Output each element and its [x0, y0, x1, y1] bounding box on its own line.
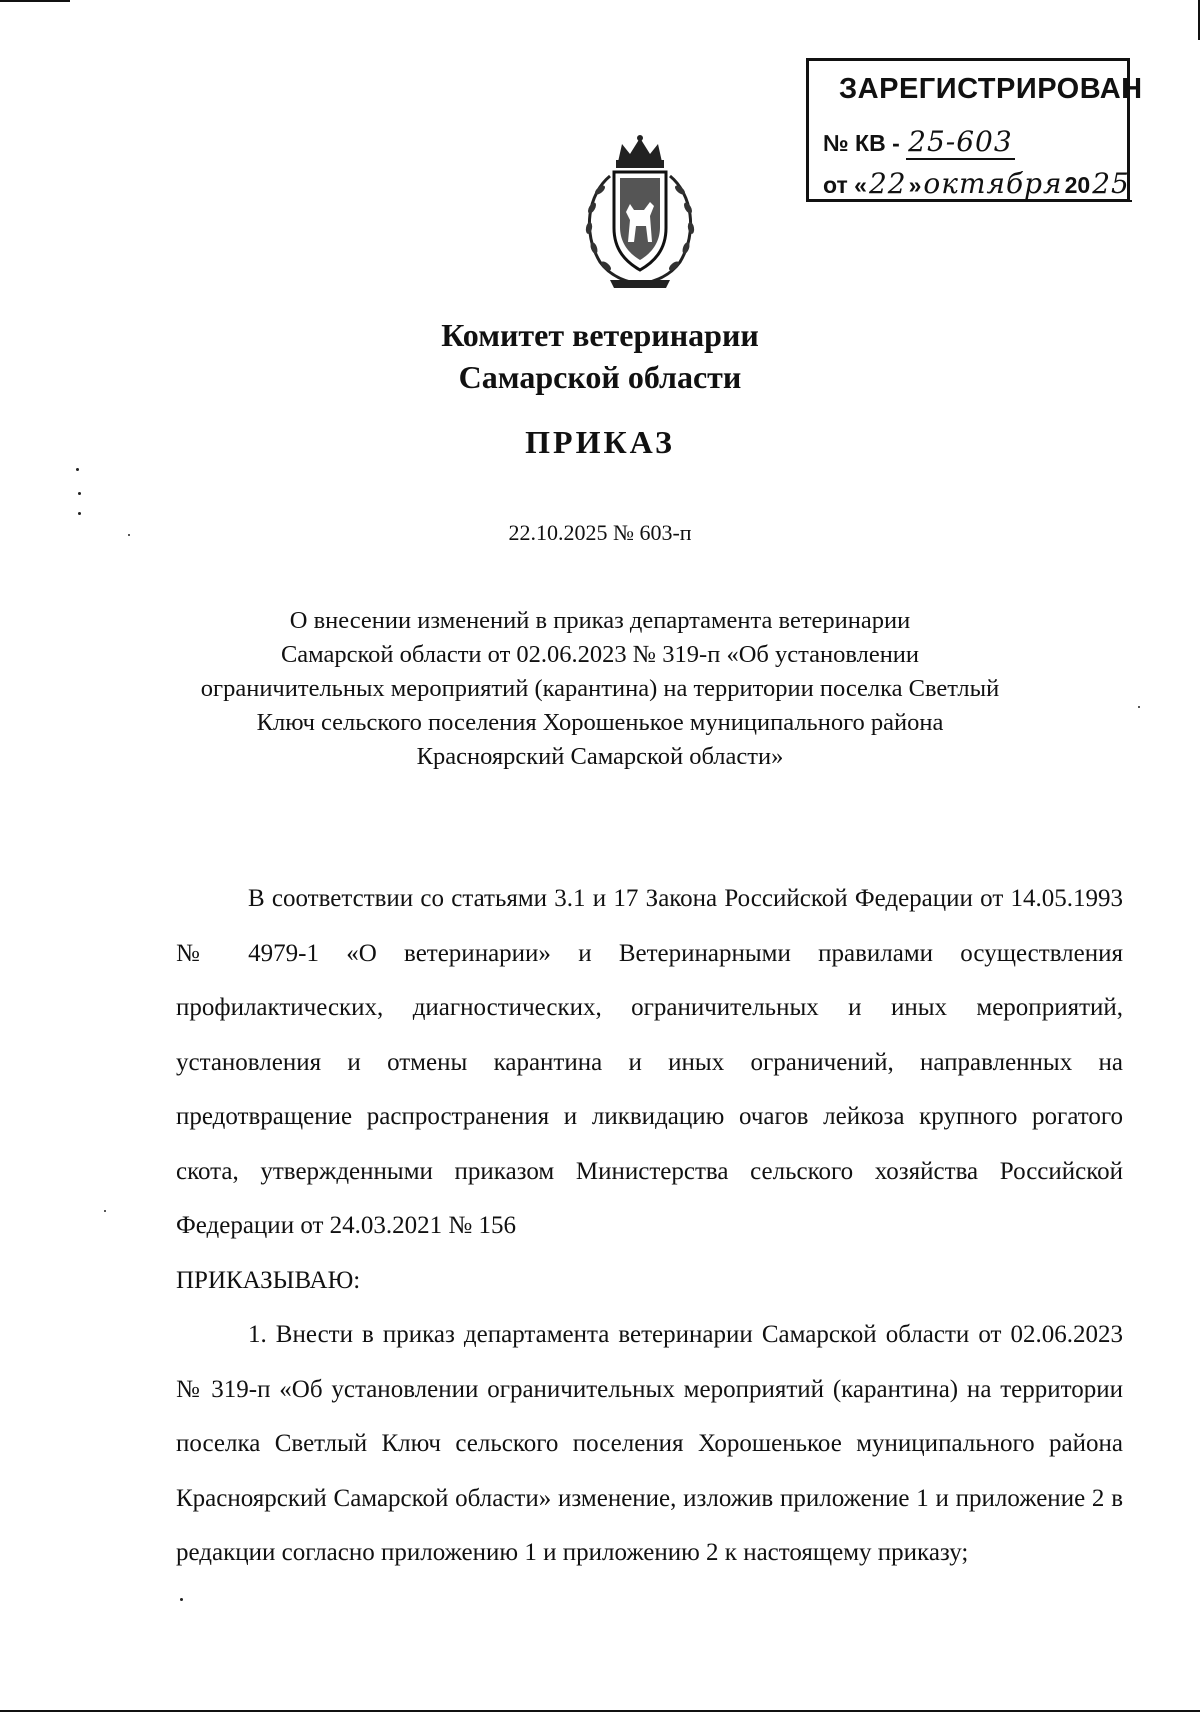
stamp-title: ЗАРЕГИСТРИРОВАН	[839, 73, 1143, 105]
coat-of-arms-icon	[570, 132, 710, 292]
stamp-quote-close: »	[908, 172, 922, 198]
subject-line4: Ключ сельского поселения Хорошенькое муниципального района	[256, 709, 944, 736]
stamp-date-line	[823, 167, 1132, 200]
scan-edge-bottom	[0, 1710, 1200, 1712]
organization-name-line1: Комитет ветеринарии	[441, 317, 759, 353]
preamble-paragraph: В соответствии со статьями 3.1 и 17 Закона Российской Федерации от 14.05.1993 № 4979-1 «О ветеринарии» и Ветеринарными правилами осуществления профилактических, диагностических, ограничительных и иных мероприятий, установления и отмены карантина и иных ограничений, направленных на предотвращение распространения и ликвидацию очагов лейкоза крупного рогатого скота, утвержденными приказом Министерства сельского хозяйства Российской Федерации от 24.03.2021 № 156	[176, 885, 1123, 1239]
stamp-number-line	[823, 125, 1015, 158]
document-body	[176, 872, 1123, 1581]
subject-line5: Красноярский Самарской области»	[416, 743, 784, 770]
order-word: ПРИКАЗЫВАЮ:	[176, 1266, 361, 1294]
stamp-year-prefix: 20	[1064, 172, 1091, 198]
stamp-day-handwritten: 22	[868, 167, 907, 200]
subject-line1: О внесении изменений в приказ департамента ветеринарии	[289, 607, 911, 634]
stamp-number-prefix: № КВ -	[823, 130, 900, 156]
organization-name-line2: Самарской области	[458, 359, 742, 395]
scan-speck	[76, 468, 79, 471]
stamp-month-handwritten: октября	[923, 167, 1063, 200]
document-date-number: 22.10.2025 № 603-п	[508, 520, 692, 545]
subject-line3: ограничительных мероприятий (карантина) на территории поселка Светлый	[200, 675, 1000, 702]
stamp-number-handwritten: 25-603	[908, 125, 1013, 158]
scan-speck	[180, 1598, 183, 1601]
document-subject	[0, 604, 1200, 774]
organization-name	[0, 314, 1200, 398]
scan-speck	[78, 492, 81, 495]
scan-edge-top	[0, 0, 70, 2]
order-item-1: 1. Внести в приказ департамента ветеринарии Самарской области от 02.06.2023 № 319-п «Об установлении ограничительных мероприятий (карантина) на территории поселка Светлый Ключ сельского поселения Хорошенькое муниципального района Красноярский Самарской области» изменение, изложив приложение 1 и приложение 2 в редакции согласно приложению 1 и приложению 2 к настоящему приказу;	[176, 1321, 1123, 1566]
subject-line2: Самарской области от 02.06.2023 № 319-п «Об установлении	[280, 641, 920, 668]
stamp-date-prefix: от «	[823, 172, 867, 198]
registration-stamp	[806, 58, 1143, 202]
stamp-year-handwritten: 25	[1092, 167, 1130, 200]
scan-speck	[78, 512, 81, 515]
scan-speck	[104, 1210, 106, 1212]
document-type: ПРИКАЗ	[525, 424, 675, 460]
